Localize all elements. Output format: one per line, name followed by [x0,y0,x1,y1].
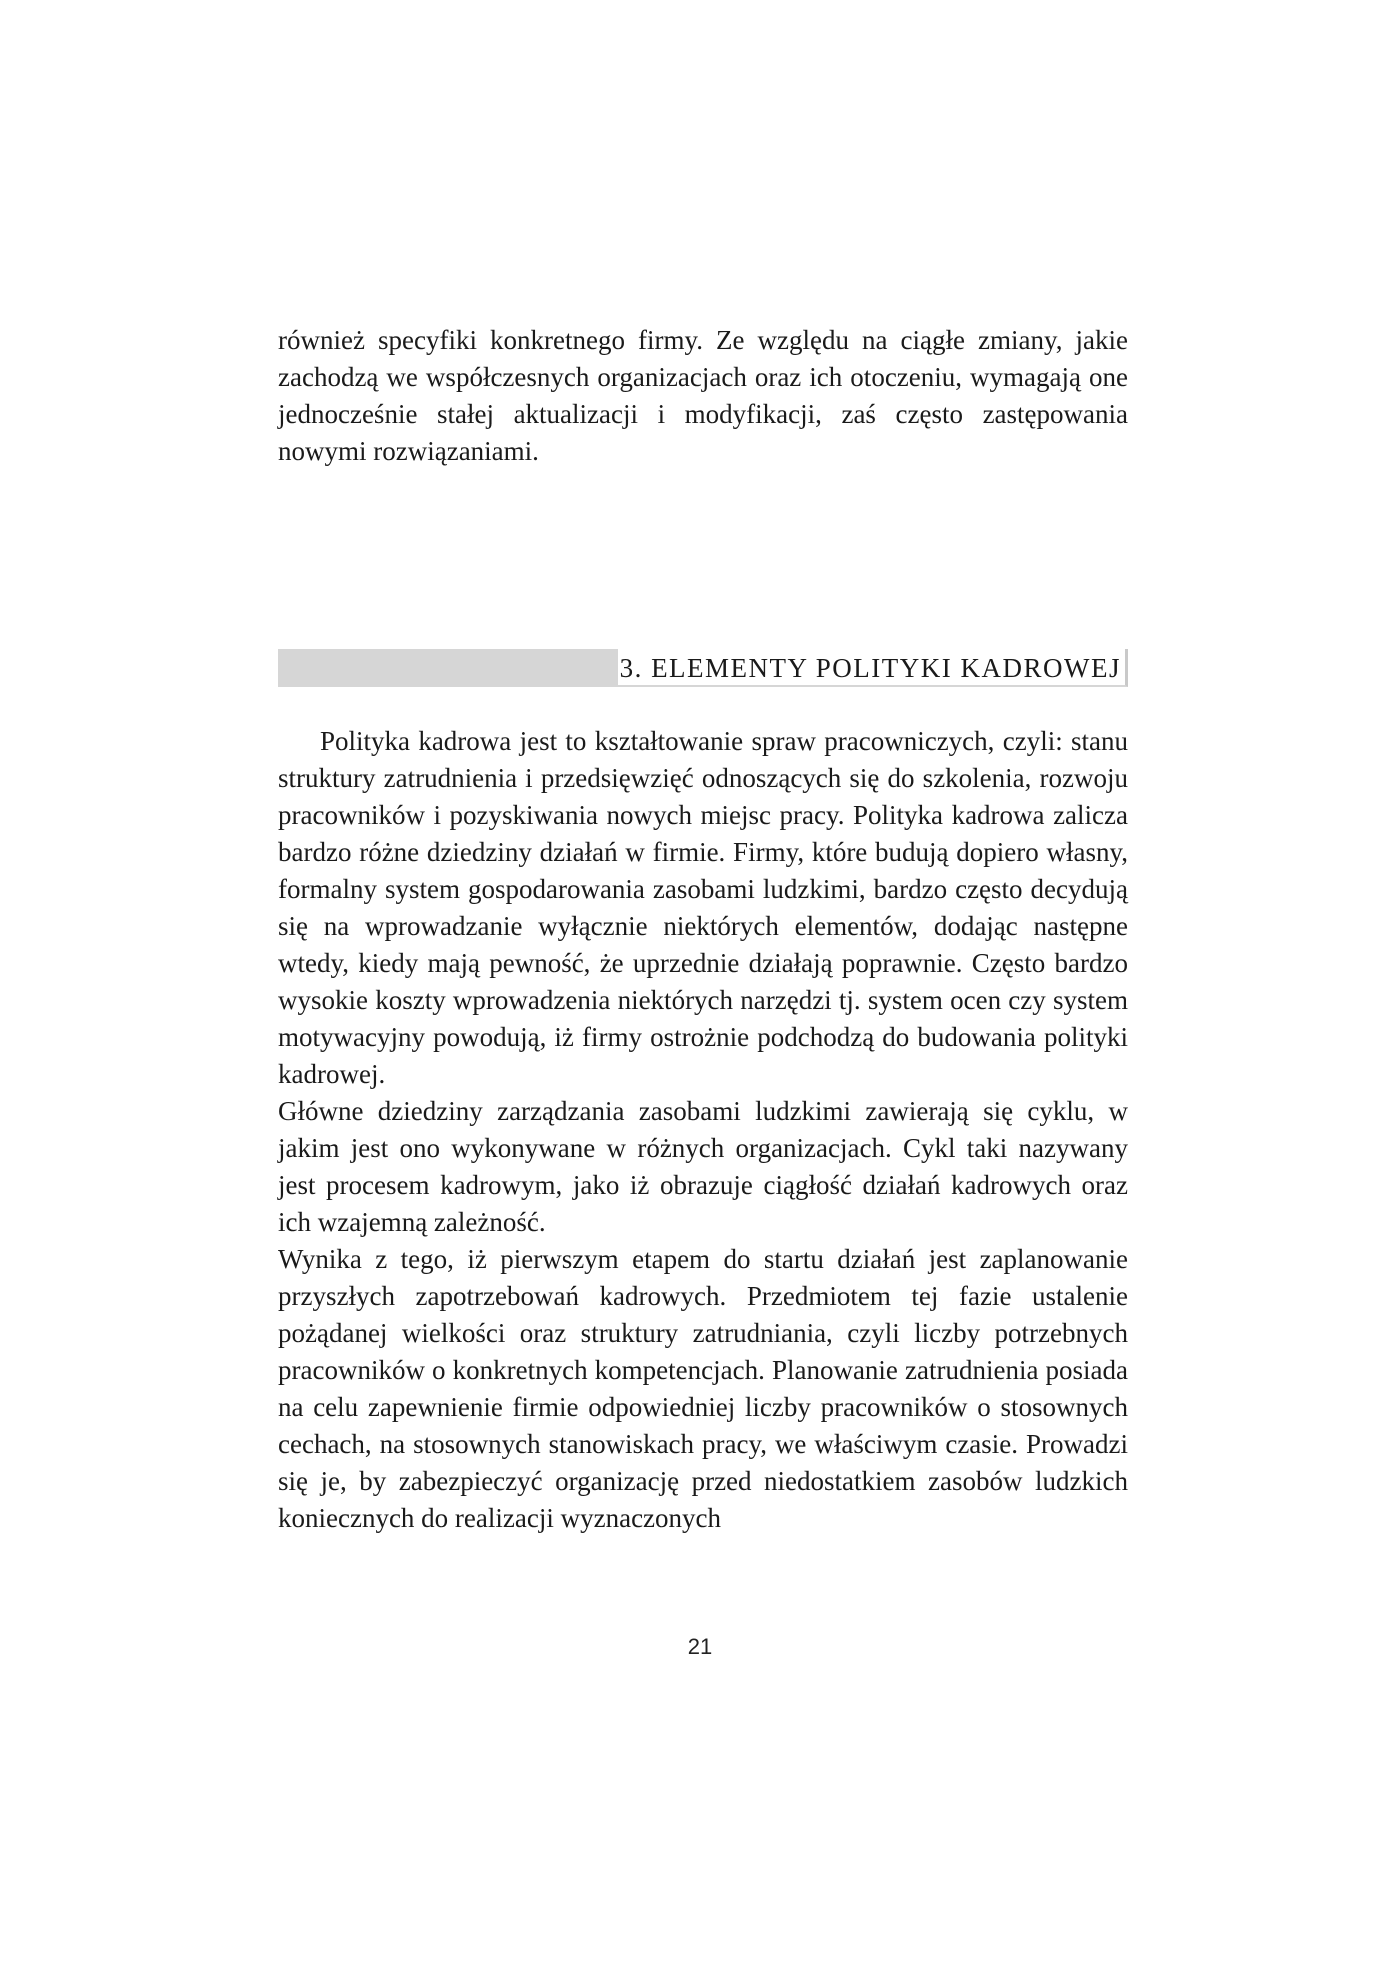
heading-shade-bar [278,649,618,687]
intro-paragraph: również specyfiki konkretnego firmy. Ze względu na ciągłe zmiany, jakie zachodzą we współczesnych organizacjach oraz ich otoczeniu, wymagają one jednocześnie stałej aktualizacji i modyfikacji, zaś często zastępowania nowymi rozwiązaniami. [278,325,1128,466]
section-heading [278,649,1128,687]
body-text [278,723,1128,1537]
section-title: 3. ELEMENTY POLITYKI KADROWEJ [618,649,1128,687]
paragraph-2: Główne dziedziny zarządzania zasobami ludzkimi zawierają się cyklu, w jakim jest ono wykonywane w różnych organizacjach. Cykl taki nazywany jest procesem kadrowym, jako iż obrazuje ciągłość działań kadrowych oraz ich wzajemną zależność. [278,1096,1128,1237]
page-number: 21 [687,1634,713,1659]
paragraph-3: Wynika z tego, iż pierwszym etapem do startu działań jest zaplanowanie przyszłych zapotrzebowań kadrowych. Przedmiotem tej fazie ustalenie pożądanej wielkości oraz struktury zatrudniania, czyli liczby potrzebnych pracowników o konkretnych kompetencjach. Planowanie zatrudnienia posiada na celu zapewnienie firmie odpowiedniej liczby pracowników o stosownych cechach, na stosownych stanowiskach pracy, we właściwym czasie. Prowadzi się je, by zabezpieczyć organizację przed niedostatkiem zasobów ludzkich koniecznych do realizacji wyznaczonych [278,1244,1128,1533]
paragraph-1: Polityka kadrowa jest to kształtowanie spraw pracowniczych, czyli: stanu struktury zatrudnienia i przedsięwzięć odnoszących się do szkolenia, rozwoju pracowników i pozyskiwania nowych miejsc pracy. Polityka kadrowa zalicza bardzo różne dziedziny działań w firmie. Firmy, które budują dopiero własny, formalny system gospodarowania zasobami ludzkimi, bardzo często decydują się na wprowadzanie wyłącznie niektórych elementów, dodając następne wtedy, kiedy mają pewność, że uprzednie działają poprawnie. Często bardzo wysokie koszty wprowadzenia niektórych narzędzi tj. system ocen czy system motywacyjny powodują, iż firmy ostrożnie podchodzą do budowania polityki kadrowej. [278,726,1128,1089]
